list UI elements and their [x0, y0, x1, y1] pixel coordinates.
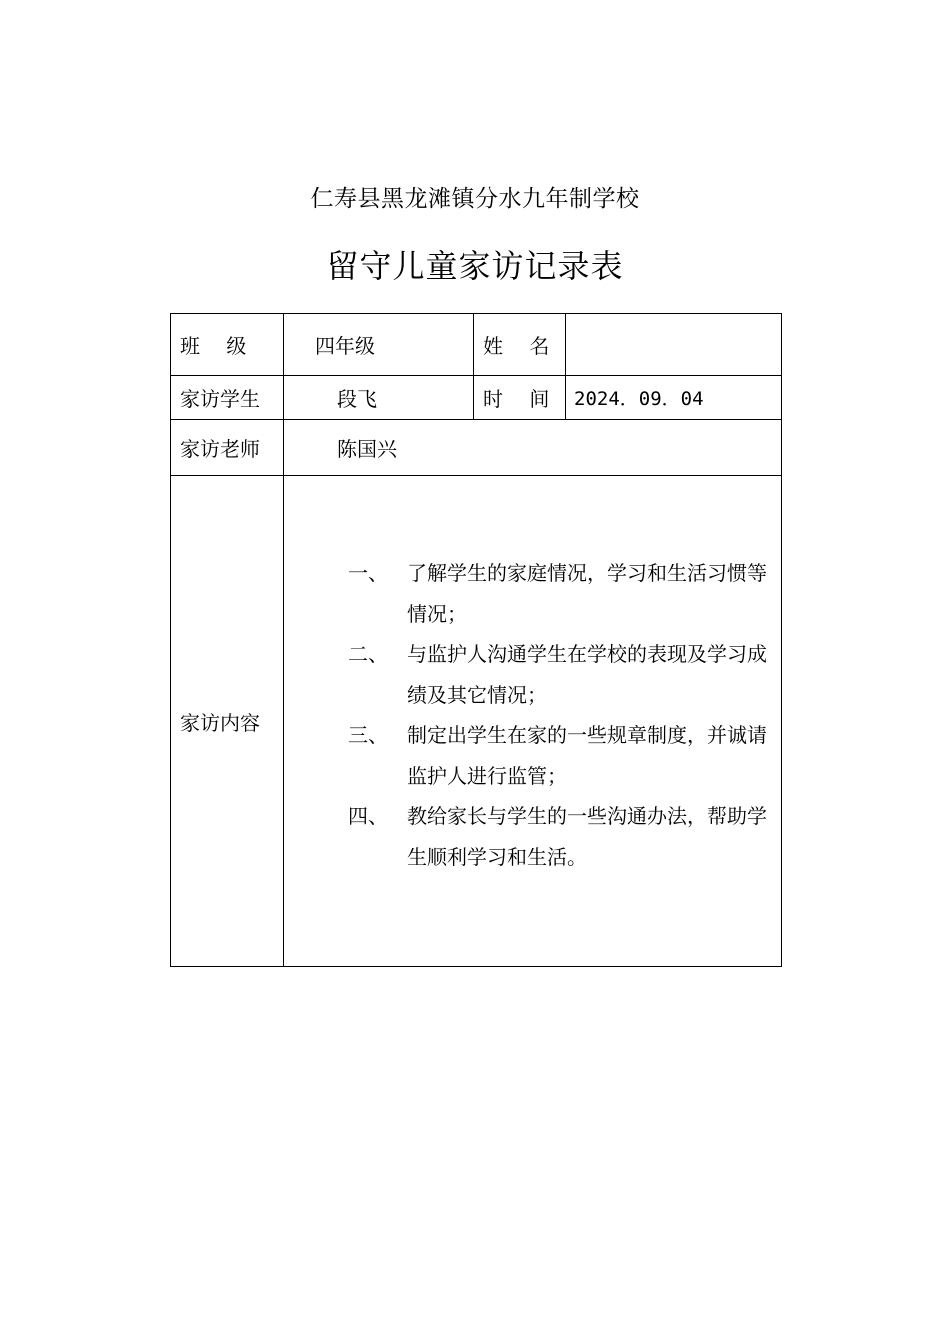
content-item-text: 教给家长与学生的一些沟通办法，帮助学生顺利学习和生活。: [407, 804, 767, 869]
content-list: [348, 553, 768, 877]
content-item: [348, 796, 768, 877]
student-row: [171, 376, 782, 420]
visit-record-table: [170, 313, 782, 967]
content-item-number: 二、: [348, 642, 388, 666]
content-item-text: 制定出学生在家的一些规章制度，并诚请监护人进行监管；: [407, 723, 767, 788]
time-label: 时 间: [474, 376, 566, 420]
teacher-row: [171, 420, 782, 476]
content-row: [171, 476, 782, 967]
name-label: 姓 名: [474, 314, 566, 376]
class-value: 四年级: [284, 314, 474, 376]
content-item-text: 了解学生的家庭情况，学习和生活习惯等情况；: [407, 561, 767, 626]
content-label: 家访内容: [171, 476, 284, 967]
time-value: 2024．09．04: [566, 376, 782, 420]
student-label: 家访学生: [171, 376, 284, 420]
content-cell: [284, 476, 782, 967]
content-item: [348, 553, 768, 634]
content-item-text: 与监护人沟通学生在学校的表现及学习成绩及其它情况；: [407, 642, 767, 707]
form-title: 留守儿童家访记录表: [326, 247, 624, 285]
content-item: [348, 634, 768, 715]
content-item: [348, 715, 768, 796]
name-value: [566, 314, 782, 376]
class-label: 班 级: [171, 314, 284, 376]
content-item-number: 一、: [348, 561, 388, 585]
teacher-value: 陈国兴: [284, 420, 782, 476]
content-item-number: 三、: [348, 723, 388, 747]
school-name: 仁寿县黑龙滩镇分水九年制学校: [310, 186, 640, 212]
student-value: 段飞: [284, 376, 474, 420]
content-item-number: 四、: [348, 804, 388, 828]
teacher-label: 家访老师: [171, 420, 284, 476]
class-row: [171, 314, 782, 376]
